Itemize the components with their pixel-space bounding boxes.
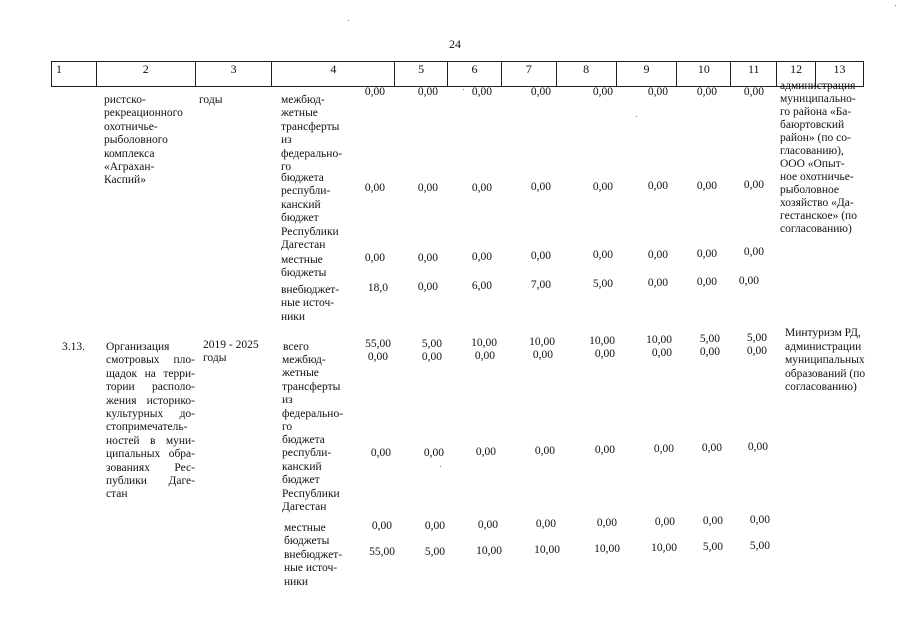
value-cell: 0,00 (701, 442, 722, 454)
header-col-2: 2 (96, 62, 195, 86)
value-cell: 0,00 (535, 518, 556, 530)
value-cell: 0,00 (371, 520, 392, 532)
row2-period: 2019 - 2025 годы (203, 339, 259, 365)
value-cell: 0,00 (743, 179, 764, 191)
row2-name-line: стопримечатель- (106, 421, 188, 434)
value-cell: 0,00 (749, 514, 770, 526)
scan-speck (463, 89, 464, 90)
value-cell: 0,00 (423, 447, 444, 459)
row2-name-line: Организация (106, 341, 170, 353)
header-col-4: 4 (271, 62, 394, 86)
value-cell: 0,00 (417, 252, 438, 264)
scan-speck (440, 466, 441, 467)
row2-name-line: тории располо- (106, 381, 195, 394)
value-cell: 0,00 (699, 346, 720, 358)
value-cell: 0,00 (532, 349, 553, 361)
value-cell: 0,00 (530, 250, 551, 262)
value-cell: 0,00 (530, 181, 551, 193)
value-cell: 0,00 (421, 351, 442, 363)
value-cell: 0,00 (743, 86, 764, 98)
row2-name-line: ностей в муни- (106, 434, 195, 447)
value-cell: 10,00 (594, 543, 620, 555)
value-cell: 55,00 (365, 338, 391, 350)
header-col-7: 7 (501, 62, 556, 86)
row2-activity-name (106, 341, 195, 502)
header-col-9: 9 (616, 62, 677, 86)
value-cell: 0,00 (367, 351, 388, 363)
row1-period: годы (199, 94, 223, 106)
row2-name-line: ципальных обра- (106, 448, 195, 461)
value-cell: 0,00 (696, 86, 717, 98)
value-cell: 0,00 (530, 86, 551, 98)
header-col-11: 11 (730, 62, 776, 86)
value-cell: 6,00 (471, 280, 492, 292)
row2-name-line: стан (106, 488, 128, 501)
row1-executors: администрация муниципально- го района «Ба- баюртовский район» (по со- гласованию), ООО «Опыт- ное охотничье- рыболовное хозяйство «Да- гестанское» (по согласованию) (780, 80, 857, 235)
scan-speck (348, 20, 349, 21)
value-cell: 0,00 (696, 180, 717, 192)
value-cell: 0,00 (647, 180, 668, 192)
row1-source-local: местные бюджеты (281, 254, 327, 280)
value-cell: 0,00 (702, 515, 723, 527)
value-cell: 0,00 (647, 86, 668, 98)
value-cell: 10,00 (471, 337, 497, 349)
value-cell: 0,00 (696, 276, 717, 288)
value-cell: 0,00 (594, 444, 615, 456)
row2-name-line: зованиях Рес- (106, 461, 195, 474)
header-col-12: 12 (776, 62, 815, 86)
header-col-13: 13 (815, 62, 863, 86)
value-cell: 0,00 (594, 348, 615, 360)
row1-source-interbudget: межбюд- жетные трансферты из федерально- го (281, 94, 343, 174)
header-col-5: 5 (394, 62, 447, 86)
table-header-row (51, 61, 864, 87)
value-cell: 0,00 (364, 252, 385, 264)
header-col-1: 1 (56, 62, 62, 76)
value-cell: 0,00 (370, 447, 391, 459)
value-cell: 0,00 (596, 517, 617, 529)
value-cell: 10,00 (651, 542, 677, 554)
value-cell: 10,00 (476, 545, 502, 557)
value-cell: 0,00 (651, 347, 672, 359)
value-cell: 0,00 (747, 441, 768, 453)
header-col-10: 10 (676, 62, 730, 86)
scan-speck (636, 116, 637, 117)
row1-activity-name: ристско- рекреационного охотничье- рыболовного комплекса «Аграхан- Каспий» (104, 94, 183, 187)
row2-name-line: публики Даге- (106, 475, 195, 488)
value-cell: 0,00 (364, 182, 385, 194)
row2-name-line: смотровых пло- (106, 354, 195, 367)
value-cell: 10,00 (589, 335, 615, 347)
value-cell: 55,00 (369, 546, 395, 558)
value-cell: 0,00 (471, 182, 492, 194)
value-cell: 0,00 (534, 445, 555, 457)
row2-source-extrabudget: внебюджет- ные источ- ники (284, 549, 343, 588)
value-cell: 5,00 (424, 546, 445, 558)
value-cell: 0,00 (471, 251, 492, 263)
value-cell: 0,00 (417, 86, 438, 98)
header-col-8: 8 (556, 62, 616, 86)
value-cell: 0,00 (364, 86, 385, 98)
value-cell: 0,00 (424, 520, 445, 532)
value-cell: 10,00 (534, 544, 560, 556)
value-cell: 0,00 (647, 277, 668, 289)
value-cell: 0,00 (592, 181, 613, 193)
value-cell: 0,00 (474, 350, 495, 362)
row2-name-line: культурных до- (106, 408, 195, 421)
value-cell: 5,00 (746, 332, 767, 344)
value-cell: 0,00 (417, 182, 438, 194)
row1-source-republic: бюджета республи- канский бюджет Республики Дагестан (281, 172, 339, 252)
value-cell: 5,00 (699, 333, 720, 345)
value-cell: 7,00 (530, 279, 551, 291)
value-cell: 0,00 (471, 86, 492, 98)
row2-source-local: местные бюджеты (284, 522, 330, 548)
row2-source-total: всего (283, 341, 309, 353)
header-col-3: 3 (195, 62, 272, 86)
value-cell: 0,00 (654, 516, 675, 528)
value-cell: 0,00 (592, 249, 613, 261)
value-cell: 0,00 (477, 519, 498, 531)
row2-source-interbudget: межбюд- жетные трансферты из федерально- го (282, 354, 344, 434)
value-cell: 5,00 (749, 540, 770, 552)
value-cell: 5,00 (592, 278, 613, 290)
row2-executors: Минтуризм РД, администрации муниципальных образований (по согласованию) (785, 327, 866, 393)
header-col-6: 6 (447, 62, 501, 86)
scan-speck (895, 5, 896, 6)
value-cell: 0,00 (592, 86, 613, 98)
value-cell: 10,00 (646, 334, 672, 346)
value-cell: 0,00 (743, 246, 764, 258)
row2-source-republic: бюджета республи- канский бюджет Республики Дагестан (282, 434, 340, 514)
value-cell: 0,00 (696, 248, 717, 260)
value-cell: 0,00 (653, 443, 674, 455)
row2-name-line: щадок на терри- (106, 367, 195, 380)
value-cell: 5,00 (421, 338, 442, 350)
row1-source-extrabudget: внебюджет- ные источ- ники (281, 284, 340, 323)
value-cell: 0,00 (475, 446, 496, 458)
row2-number: 3.13. (62, 341, 85, 353)
value-cell: 0,00 (417, 281, 438, 293)
value-cell: 0,00 (738, 275, 759, 287)
value-cell: 5,00 (702, 541, 723, 553)
value-cell: 0,00 (746, 345, 767, 357)
value-cell: 10,00 (529, 336, 555, 348)
row2-name-line: жения историко- (106, 394, 195, 407)
page-number: 24 (449, 37, 461, 51)
value-cell: 18,0 (367, 282, 388, 294)
value-cell: 0,00 (647, 249, 668, 261)
